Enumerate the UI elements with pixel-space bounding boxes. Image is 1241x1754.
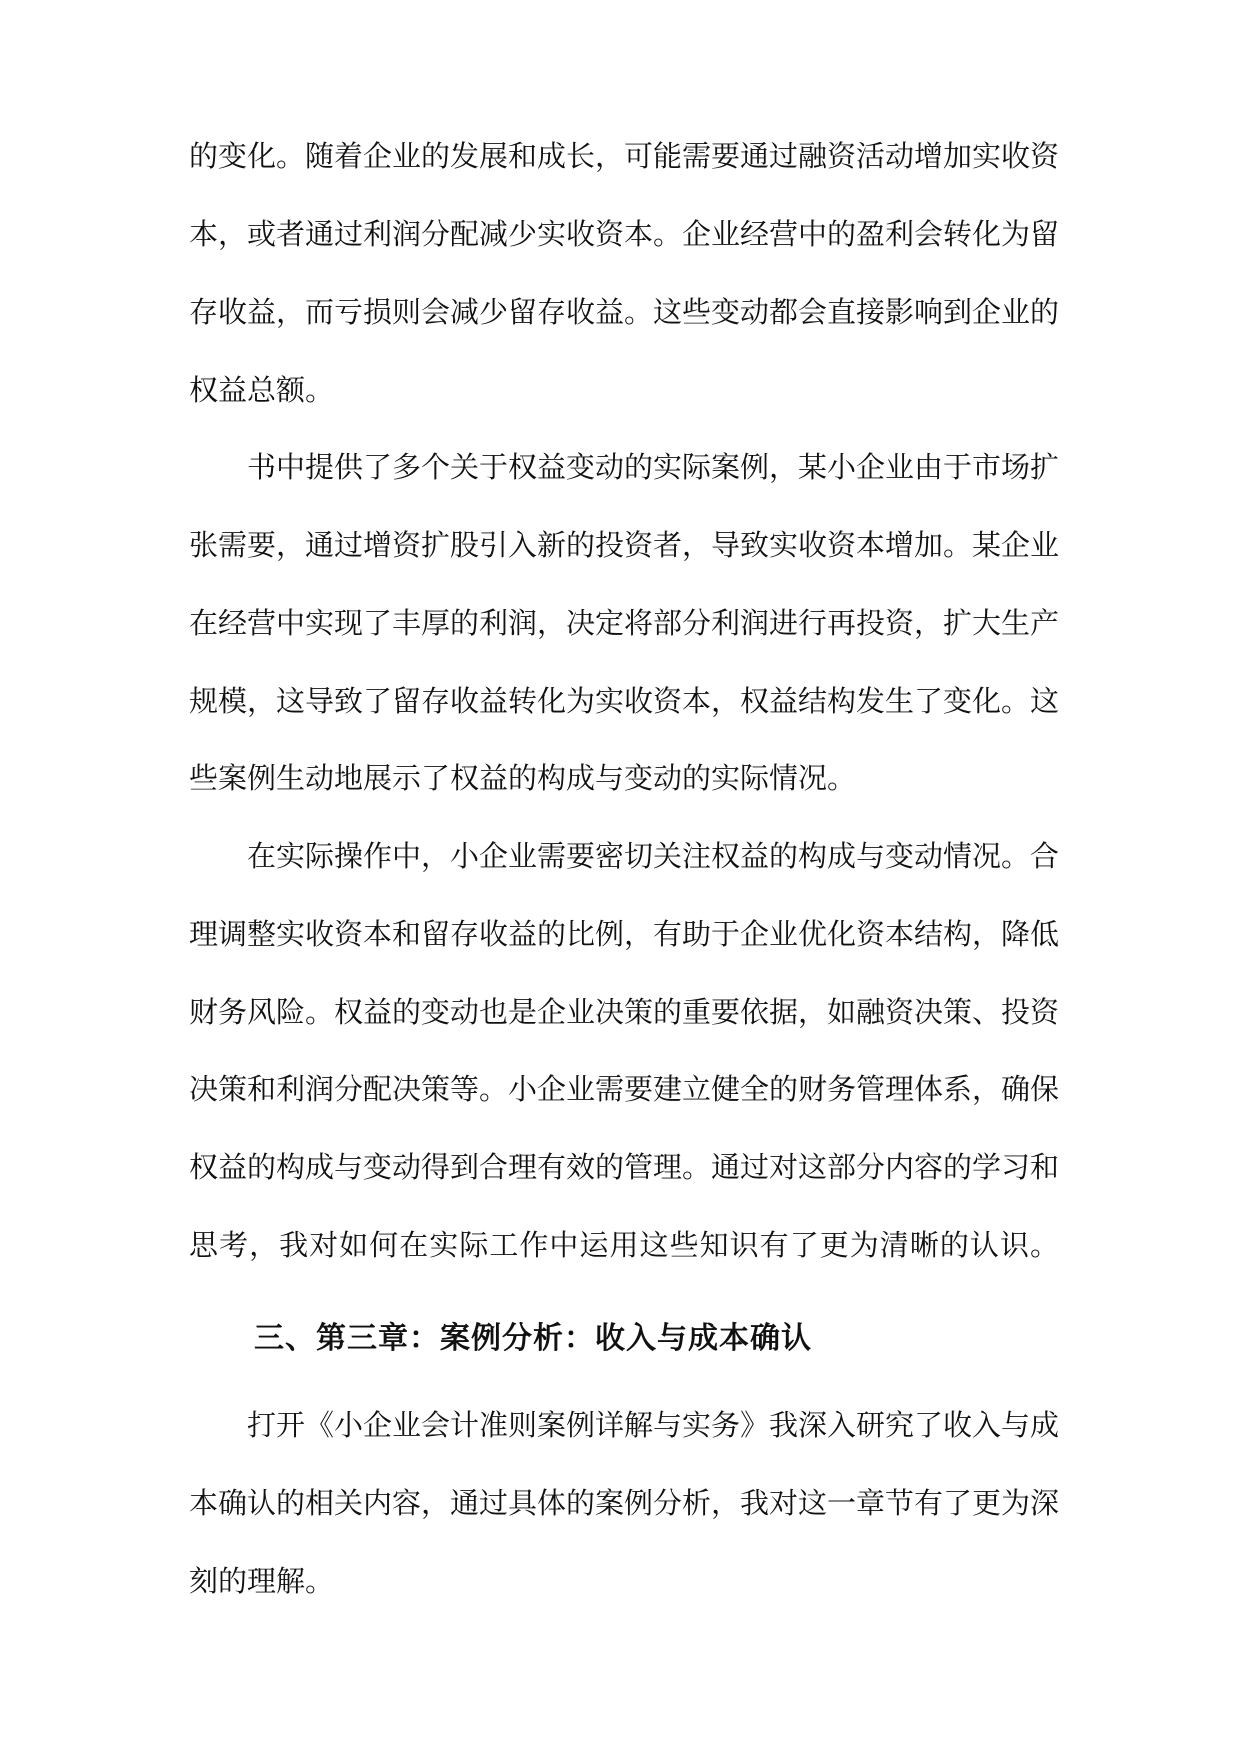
paragraph-2-line-4: 规模，这导致了留存收益转化为实收资本，权益结构发生了变化。这 — [189, 684, 1060, 718]
paragraph-3-line-6: 思考，我对如何在实际工作中运用这些知识有了更为清晰的认识。 — [189, 1228, 1059, 1262]
paragraph-2-line-2: 张需要，通过增资扩股引入新的投资者，导致实收资本增加。某企业 — [189, 528, 1060, 562]
paragraph-2-line-3: 在经营中实现了丰厚的利润，决定将部分利润进行再投资，扩大生产 — [189, 606, 1060, 640]
paragraph-2-line-1: 书中提供了多个关于权益变动的实际案例，某小企业由于市场扩 — [247, 450, 1060, 484]
paragraph-1-line-2: 本，或者通过利润分配减少实收资本。企业经营中的盈利会转化为留 — [189, 217, 1060, 251]
closing-paragraph-line-2: 本确认的相关内容，通过具体的案例分析，我对这一章节有了更为深 — [189, 1486, 1060, 1520]
closing-paragraph-line-1: 打开《小企业会计准则案例详解与实务》我深入研究了收入与成 — [247, 1408, 1060, 1442]
paragraph-2-line-5: 些案例生动地展示了权益的构成与变动的实际情况。 — [189, 761, 857, 795]
paragraph-3-line-4: 决策和利润分配决策等。小企业需要建立健全的财务管理体系，确保 — [189, 1072, 1060, 1106]
paragraph-3-line-2: 理调整实收资本和留存收益的比例，有助于企业优化资本结构，降低 — [189, 917, 1060, 951]
paragraph-3-line-1: 在实际操作中，小企业需要密切关注权益的构成与变动情况。合 — [247, 839, 1060, 873]
paragraph-3-line-5: 权益的构成与变动得到合理有效的管理。通过对这部分内容的学习和 — [189, 1150, 1060, 1184]
paragraph-3-line-3: 财务风险。权益的变动也是企业决策的重要依据，如融资决策、投资 — [189, 995, 1060, 1029]
section-heading: 三、第三章：案例分析：收入与成本确认 — [254, 1321, 812, 1356]
closing-paragraph-line-3: 刻的理解。 — [189, 1564, 335, 1598]
paragraph-1-line-3: 存收益，而亏损则会减少留存收益。这些变动都会直接影响到企业的 — [189, 295, 1060, 329]
paragraph-1-line-1: 的变化。随着企业的发展和成长，可能需要通过融资活动增加实收资 — [189, 139, 1060, 173]
paragraph-1-line-4: 权益总额。 — [189, 373, 335, 407]
